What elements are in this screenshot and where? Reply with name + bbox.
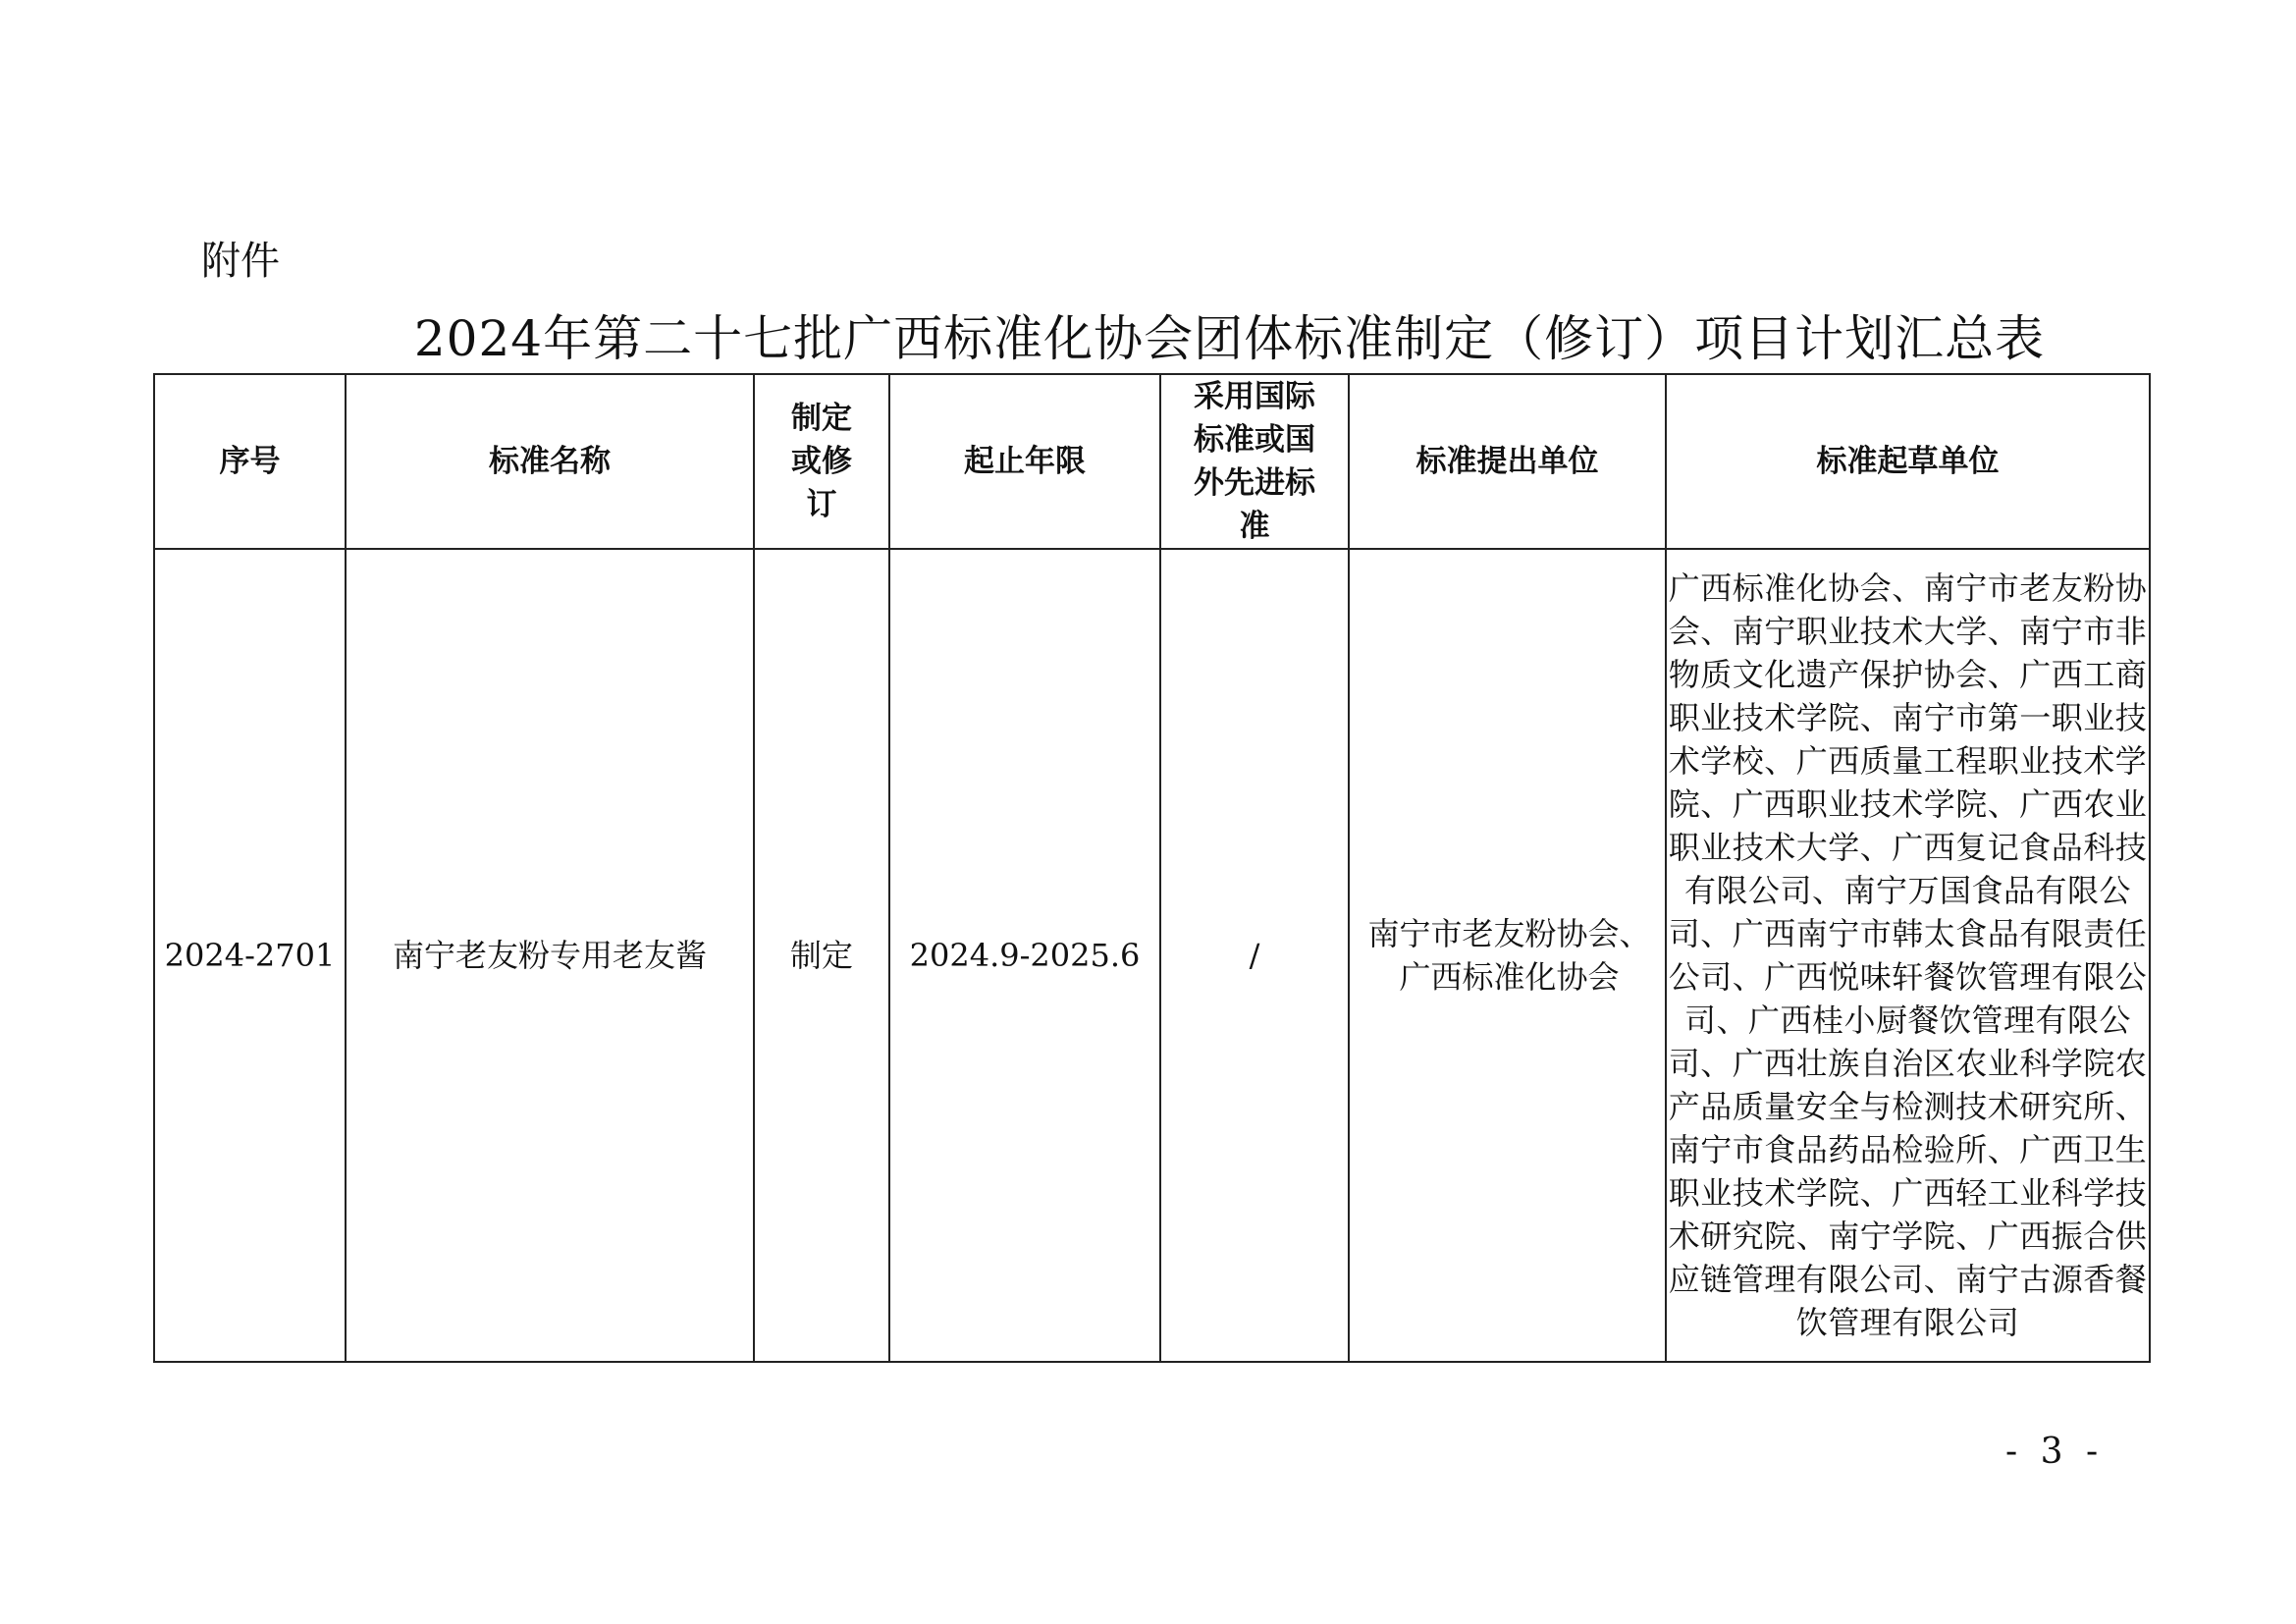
document-title-text: 2024年第二十七批广西标准化协会团体标准制定（修订）项目计划汇总表 bbox=[413, 310, 2046, 367]
document-title bbox=[0, 312, 2296, 366]
header-proposer: 标准提出单位 bbox=[1349, 374, 1666, 549]
cell-drafters: 广西标准化协会、南宁市老友粉协会、南宁职业技术大学、南宁市非物质文化遗产保护协会、广西工商职业技术学院、南宁市第一职业技术学校、广西质量工程职业技术学院、广西职业技术学院、广西农业职业技术大学、广西复记食品科技有限公司、南宁万国食品有限公司、广西南宁市韩太食品有限责任公司、广西悦味轩餐饮管理有限公司、广西桂小厨餐饮管理有限公司、广西壮族自治区农业科学院农产品质量安全与检测技术研究所、南宁市食品药品检验所、广西卫生职业技术学院、广西轻工业科学技术研究院、南宁学院、广西振合供应链管理有限公司、南宁古源香餐饮管理有限公司 bbox=[1666, 549, 2150, 1362]
header-type-text: 制定或修订 bbox=[791, 401, 852, 522]
header-number: 序号 bbox=[154, 374, 346, 549]
table-header-row bbox=[154, 374, 2150, 549]
page-number: - 3 - bbox=[2005, 1432, 2105, 1472]
cell-standard-name: 南宁老友粉专用老友酱 bbox=[346, 549, 754, 1362]
cell-number: 2024-2701 bbox=[154, 549, 346, 1362]
header-adopted-standard bbox=[1160, 374, 1349, 549]
project-plan-table bbox=[153, 373, 2151, 1363]
cell-proposer bbox=[1349, 549, 1666, 1362]
header-adopted-standard-text: 采用国际标准或国外先进标准 bbox=[1194, 379, 1315, 544]
header-period: 起止年限 bbox=[889, 374, 1160, 549]
header-standard-name: 标准名称 bbox=[346, 374, 754, 549]
cell-type: 制定 bbox=[754, 549, 889, 1362]
cell-adopted-standard: / bbox=[1160, 549, 1349, 1362]
attachment-label: 附件 bbox=[201, 239, 280, 284]
header-drafters: 标准起草单位 bbox=[1666, 374, 2150, 549]
cell-period: 2024.9-2025.6 bbox=[889, 549, 1160, 1362]
cell-proposer-text: 南宁市老友粉协会、广西标准化协会 bbox=[1367, 915, 1651, 996]
header-type bbox=[754, 374, 889, 549]
table-row bbox=[154, 549, 2150, 1362]
